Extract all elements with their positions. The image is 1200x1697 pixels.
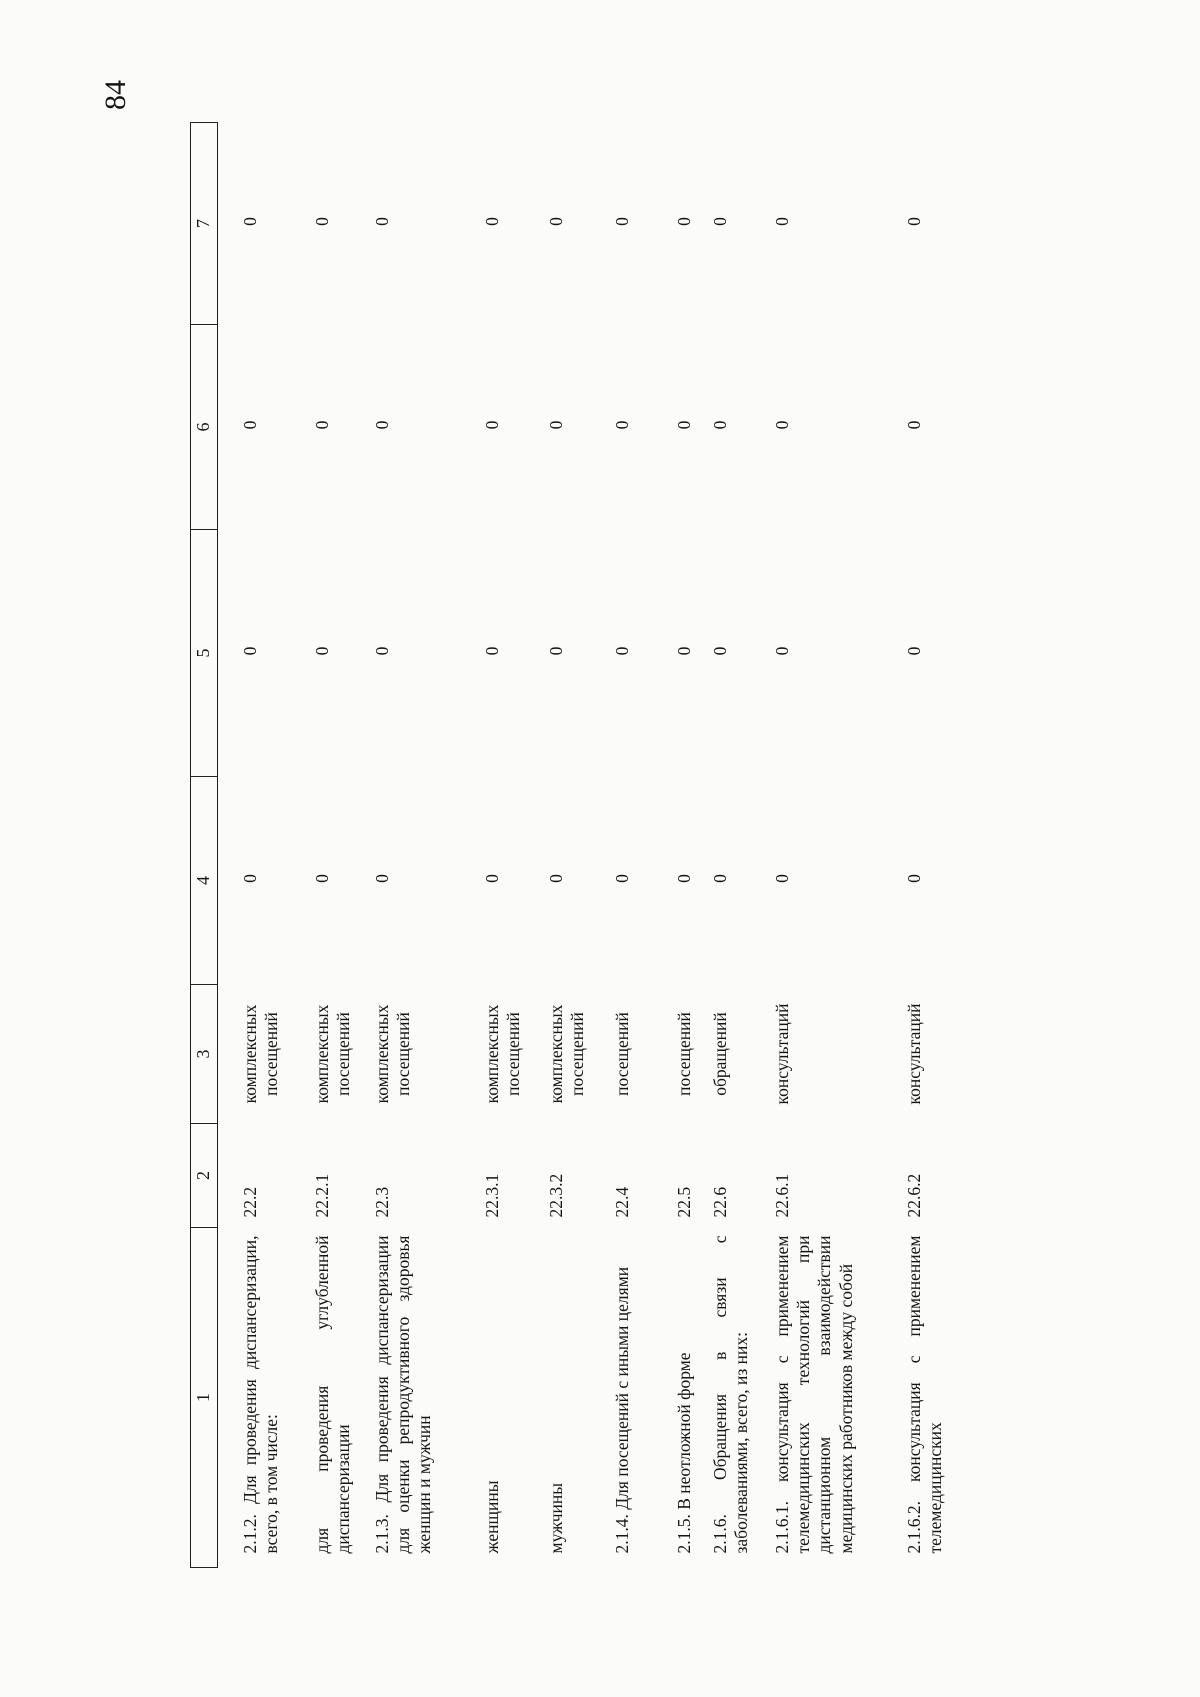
column-number-row [191, 123, 218, 1568]
row-value-4: 0 [481, 874, 502, 883]
table-row [704, 123, 764, 1568]
row-unit: посещений [611, 1012, 632, 1096]
row-value-7: 0 [903, 217, 924, 226]
table-row [366, 123, 474, 1568]
row-value-7: 0 [311, 217, 332, 226]
column-header-7: 7 [191, 123, 218, 325]
data-table [190, 122, 958, 1568]
row-unit: посещений [673, 1012, 694, 1096]
row-unit: комплексных посещений [240, 1004, 282, 1104]
row-code: 22.6.1 [771, 1173, 792, 1218]
column-header-5: 5 [191, 530, 218, 777]
column-header-6: 6 [191, 325, 218, 530]
table-row [538, 123, 604, 1568]
row-value-6: 0 [903, 420, 924, 430]
row-name: 2.1.6. Обращения в связи с заболеваниями, всего, из них: [709, 1235, 751, 1554]
table-row [474, 123, 538, 1568]
row-value-6: 0 [311, 420, 332, 430]
row-name: 2.1.4. Для посещений с иными целями [611, 1266, 632, 1554]
row-name: 2.1.3. Для проведения диспансеризации для оценки репродуктивного здоровья женщин и мужчин [371, 1235, 435, 1554]
row-name: для проведения углубленной диспансеризации [311, 1235, 353, 1554]
row-value-5: 0 [673, 646, 694, 656]
row-unit: обращений [709, 1012, 730, 1096]
table-row [898, 123, 958, 1568]
row-value-7: 0 [240, 217, 260, 226]
row-value-7: 0 [481, 217, 502, 226]
column-header-4: 4 [191, 777, 218, 985]
row-value-6: 0 [771, 420, 792, 430]
row-value-5: 0 [545, 646, 566, 656]
row-code: 22.6 [709, 1186, 730, 1218]
row-value-6: 0 [673, 420, 694, 430]
row-name: женщины [481, 1480, 502, 1554]
row-value-5: 0 [311, 646, 332, 656]
row-code: 22.5 [673, 1186, 694, 1218]
row-value-6: 0 [240, 420, 260, 430]
row-name: 2.1.6.2. консультация с применением телемедицинских [903, 1235, 945, 1554]
row-value-6: 0 [709, 420, 730, 430]
row-name: мужчины [545, 1482, 566, 1554]
column-header-1: 1 [191, 1228, 218, 1568]
table-row [666, 123, 704, 1568]
row-unit: консультаций [771, 1003, 792, 1105]
column-header-2: 2 [191, 1124, 218, 1228]
row-value-4: 0 [545, 874, 566, 883]
row-value-4: 0 [673, 874, 694, 883]
row-value-7: 0 [673, 217, 694, 226]
table-row [218, 123, 304, 1568]
row-value-4: 0 [240, 874, 260, 883]
row-value-7: 0 [771, 217, 792, 226]
row-code: 22.6.2 [903, 1173, 924, 1218]
row-name: 2.1.2. Для проведения диспансеризации, всего, в том числе: [240, 1235, 282, 1554]
row-value-4: 0 [371, 874, 392, 883]
row-code: 22.3 [371, 1186, 392, 1218]
row-value-7: 0 [371, 217, 392, 226]
row-value-5: 0 [371, 646, 392, 656]
row-value-6: 0 [611, 420, 632, 430]
row-unit: комплексных посещений [311, 1004, 353, 1104]
row-unit: комплексных посещений [545, 1004, 587, 1104]
row-value-7: 0 [611, 217, 632, 226]
row-code: 22.4 [611, 1186, 632, 1218]
row-value-6: 0 [545, 420, 566, 430]
row-value-4: 0 [903, 874, 924, 883]
table-row [764, 123, 898, 1568]
row-value-4: 0 [771, 874, 792, 883]
row-value-4: 0 [611, 874, 632, 883]
table-row [304, 123, 366, 1568]
row-name: 2.1.6.1. консультация с применением телемедицинских технологий при дистанционном взаимодействии медицинских работников между собой [771, 1235, 856, 1554]
table-row [604, 123, 666, 1568]
row-value-5: 0 [240, 646, 260, 656]
page-number: 84 [99, 80, 132, 110]
row-value-7: 0 [545, 217, 566, 226]
row-value-7: 0 [709, 217, 730, 226]
row-code: 22.3.1 [481, 1173, 502, 1218]
row-code: 22.3.2 [545, 1173, 566, 1218]
row-value-6: 0 [481, 420, 502, 430]
row-unit: консультаций [903, 1003, 924, 1105]
row-value-5: 0 [771, 646, 792, 656]
row-unit: комплексных посещений [481, 1004, 523, 1104]
row-name: 2.1.5. В неотложной форме [673, 1352, 694, 1554]
row-value-6: 0 [371, 420, 392, 430]
row-code: 22.2 [240, 1186, 260, 1218]
row-value-4: 0 [709, 874, 730, 883]
row-value-5: 0 [709, 646, 730, 656]
row-unit: комплексных посещений [371, 1004, 413, 1104]
row-value-4: 0 [311, 874, 332, 883]
row-value-5: 0 [611, 646, 632, 656]
row-value-5: 0 [481, 646, 502, 656]
column-header-3: 3 [191, 985, 218, 1124]
row-code: 22.2.1 [311, 1173, 332, 1218]
table-container [190, 123, 1005, 1568]
row-value-5: 0 [903, 646, 924, 656]
